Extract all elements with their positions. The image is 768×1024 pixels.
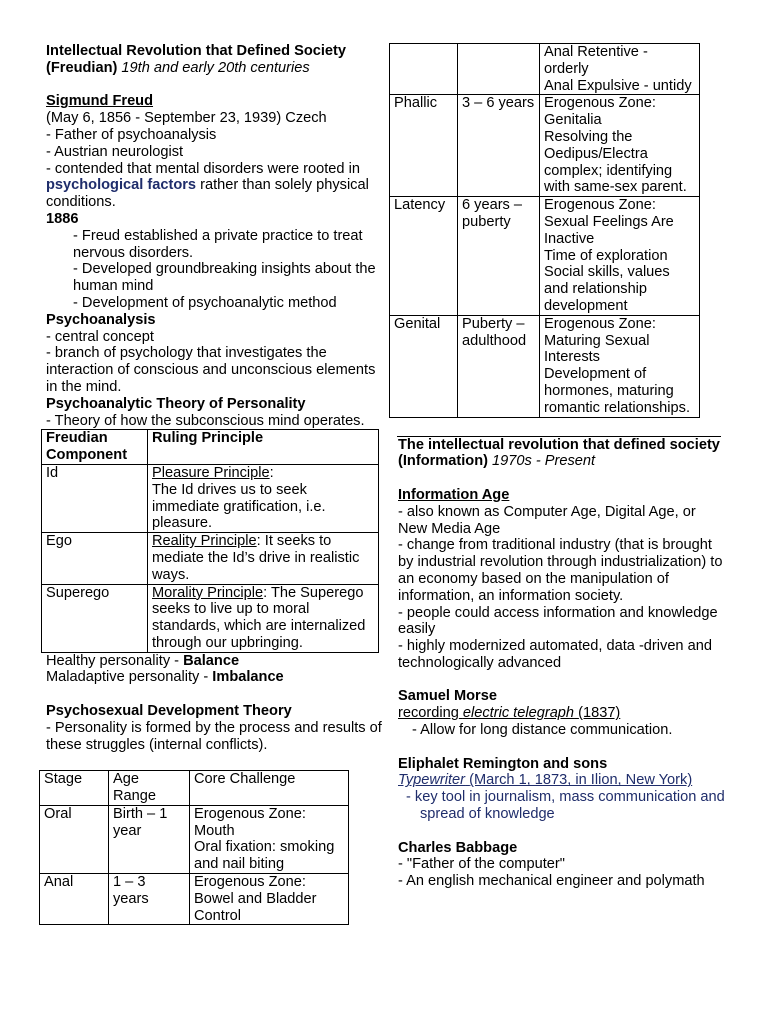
component-cell: Ego [42, 533, 148, 584]
challenge-line: Social skills, values and relationship development [544, 264, 670, 314]
information-age-bullet: - highly modernized automated, data -driven and technologically advanced [398, 638, 712, 671]
psychoanalytic-theory-heading: Psychoanalytic Theory of Personality [46, 395, 306, 412]
year-1886-bullet: - Development of psychoanalytic method [73, 294, 337, 311]
morse-recording-label: recording [398, 705, 459, 722]
morse-invention: electric telegraph [462, 705, 575, 722]
table-row [40, 874, 349, 925]
stage-cell: Latency [390, 197, 458, 316]
year-1886-bullet: - Freud established a private practice to treat nervous disorders. [73, 227, 363, 261]
doc-title-era: 19th and early 20th centuries [121, 59, 310, 76]
challenge-cell [190, 805, 349, 873]
table-header-cell: Age Range [109, 771, 190, 806]
psychoanalysis-bullet: - central concept [46, 328, 154, 345]
information-age-bullet: - people could access information and knowledge easily [398, 604, 718, 638]
morse-year: (1837) [578, 705, 621, 722]
information-age-bullet: - change from traditional industry (that is brought by industrial revolution through industrialization) to an economy based on the manipulation of information, an information society. [398, 537, 723, 604]
principle-cell [148, 533, 379, 584]
challenge-line: Anal Retentive - orderly [544, 44, 648, 77]
stage-cell: Anal [40, 874, 109, 925]
principle-desc: It seeks to mediate the Id’s drive in realistic ways. [152, 533, 360, 583]
year-1886-bullet: - Developed groundbreaking insights about the human mind [73, 261, 376, 295]
healthy-value: Balance [183, 652, 240, 669]
maladaptive-label: Maladaptive personality - [46, 669, 209, 686]
age-cell: 1 – 3 years [109, 874, 190, 925]
psychosexual-bullet: - Personality is formed by the process and results of these struggles (internal conflicts). [46, 719, 382, 753]
freud-dates: (May 6, 1856 - September 23, 1939) Czech [46, 110, 327, 127]
remington-heading: Eliphalet Remington and sons [398, 755, 608, 772]
challenge-line: Erogenous Zone: Bowel and Bladder Control [194, 874, 317, 924]
table-header-cell: Freudian Component [42, 430, 148, 465]
typewriter-label: Typewriter [398, 772, 466, 789]
morse-heading: Samuel Morse [398, 688, 497, 705]
stage-cell [390, 44, 458, 95]
freud-bullet: - Father of psychoanalysis [46, 126, 217, 143]
freudian-components-table [41, 429, 379, 652]
challenge-line: Resolving the Oedipus/Electra complex; identifying with same-sex parent. [544, 128, 687, 196]
principle-desc: The Superego seeks to live up to moral standards, which are internalized through our upbringing. [152, 584, 366, 651]
principle-cell [148, 584, 379, 652]
age-cell [458, 44, 540, 95]
table-row [390, 315, 700, 417]
table-header-cell: Ruling Principle [148, 430, 379, 465]
challenge-line: Erogenous Zone: Maturing Sexual Interests [544, 315, 656, 366]
principle-cell [148, 464, 379, 532]
stage-cell: Oral [40, 805, 109, 873]
babbage-bullet: - An english mechanical engineer and polymath [398, 873, 705, 890]
remington-typewriter [398, 772, 725, 789]
principle-sep: : [263, 584, 268, 601]
morse-bullet: - Allow for long distance communication. [412, 722, 673, 739]
psychological-factors-term: psychological factors [46, 177, 197, 194]
challenge-cell [540, 197, 700, 316]
table-row [390, 197, 700, 316]
left-column [46, 43, 386, 925]
table-header-cell: Core Challenge [190, 771, 349, 806]
principle-sep: : [256, 533, 261, 550]
challenge-cell [540, 95, 700, 197]
psychosexual-stages-table-continued [389, 43, 700, 418]
year-1886-heading: 1886 [46, 210, 79, 227]
table-row [390, 95, 700, 197]
freud-heading: Sigmund Freud [46, 93, 154, 110]
challenge-line: Development of hormones, maturing romantic relationships. [544, 366, 691, 416]
typewriter-date: (March 1, 1873, in Ilion, New York) [469, 772, 693, 789]
psychoanalytic-theory-bullet: - Theory of how the subconscious mind operates. [46, 412, 365, 429]
component-cell: Id [42, 464, 148, 532]
table-header-row [42, 430, 379, 465]
age-cell: Puberty – adulthood [458, 315, 540, 417]
challenge-cell [540, 315, 700, 417]
challenge-line: Anal Expulsive - untidy [544, 77, 692, 94]
morse-recording [398, 705, 725, 722]
age-cell: 3 – 6 years [458, 95, 540, 197]
info-title-era: 1970s - Present [492, 453, 596, 470]
info-section-title [398, 437, 725, 471]
psychoanalysis-heading: Psychoanalysis [46, 311, 156, 328]
maladaptive-value: Imbalance [212, 669, 284, 686]
maladaptive-personality [46, 669, 386, 686]
age-cell: Birth – 1 year [109, 805, 190, 873]
babbage-bullet: - "Father of the computer" [398, 856, 565, 873]
babbage-heading: Charles Babbage [398, 839, 518, 856]
table-row [42, 464, 379, 532]
age-cell: 6 years – puberty [458, 197, 540, 316]
principle-sep: : [269, 464, 274, 481]
table-row [40, 805, 349, 873]
freud-bullet-text: - contended that mental disorders were rooted in [46, 160, 360, 177]
freud-bullet: - Austrian neurologist [46, 143, 184, 160]
principle-name: Pleasure Principle [152, 464, 270, 481]
table-row [42, 533, 379, 584]
information-age-bullet: - also known as Computer Age, Digital Age, or New Media Age [398, 503, 696, 537]
freud-bullet-factors [46, 161, 386, 211]
challenge-line: Erogenous Zone: Sexual Feelings Are Inactive [544, 197, 674, 247]
table-row [42, 584, 379, 652]
challenge-line: Oral fixation: smoking and nail biting [194, 839, 335, 873]
challenge-cell [190, 874, 349, 925]
table-header-row [40, 771, 349, 806]
component-cell: Superego [42, 584, 148, 652]
info-title-main: The intellectual revolution that defined society (Information) [398, 436, 720, 470]
challenge-line: Erogenous Zone: Mouth [194, 805, 306, 839]
psychosexual-stages-table [39, 770, 349, 925]
doc-title-main: Intellectual Revolution that Defined Society (Freudian) [46, 43, 347, 76]
stage-cell: Genital [390, 315, 458, 417]
information-age-heading: Information Age [398, 486, 510, 503]
stage-cell: Phallic [390, 95, 458, 197]
challenge-line: Time of exploration [544, 247, 668, 264]
healthy-label: Healthy personality - [46, 652, 180, 669]
doc-title [46, 43, 386, 77]
table-row [390, 44, 700, 95]
challenge-line: Erogenous Zone: Genitalia [544, 95, 656, 129]
remington-bullet: - key tool in journalism, mass communication and spread of knowledge [406, 789, 725, 823]
healthy-personality [46, 653, 386, 670]
challenge-cell [540, 44, 700, 95]
psychosexual-heading: Psychosexual Development Theory [46, 703, 292, 720]
psychoanalysis-bullet: - branch of psychology that investigates the interaction of conscious and unconscious elements in the mind. [46, 345, 376, 395]
right-column [389, 43, 729, 890]
table-header-cell: Stage [40, 771, 109, 806]
principle-desc: The Id drives us to seek immediate gratification, i.e. pleasure. [152, 481, 326, 532]
principle-name: Morality Principle [152, 584, 264, 601]
freud-bullet-text: rather than solely physical conditions. [46, 177, 369, 211]
principle-name: Reality Principle [152, 533, 257, 550]
